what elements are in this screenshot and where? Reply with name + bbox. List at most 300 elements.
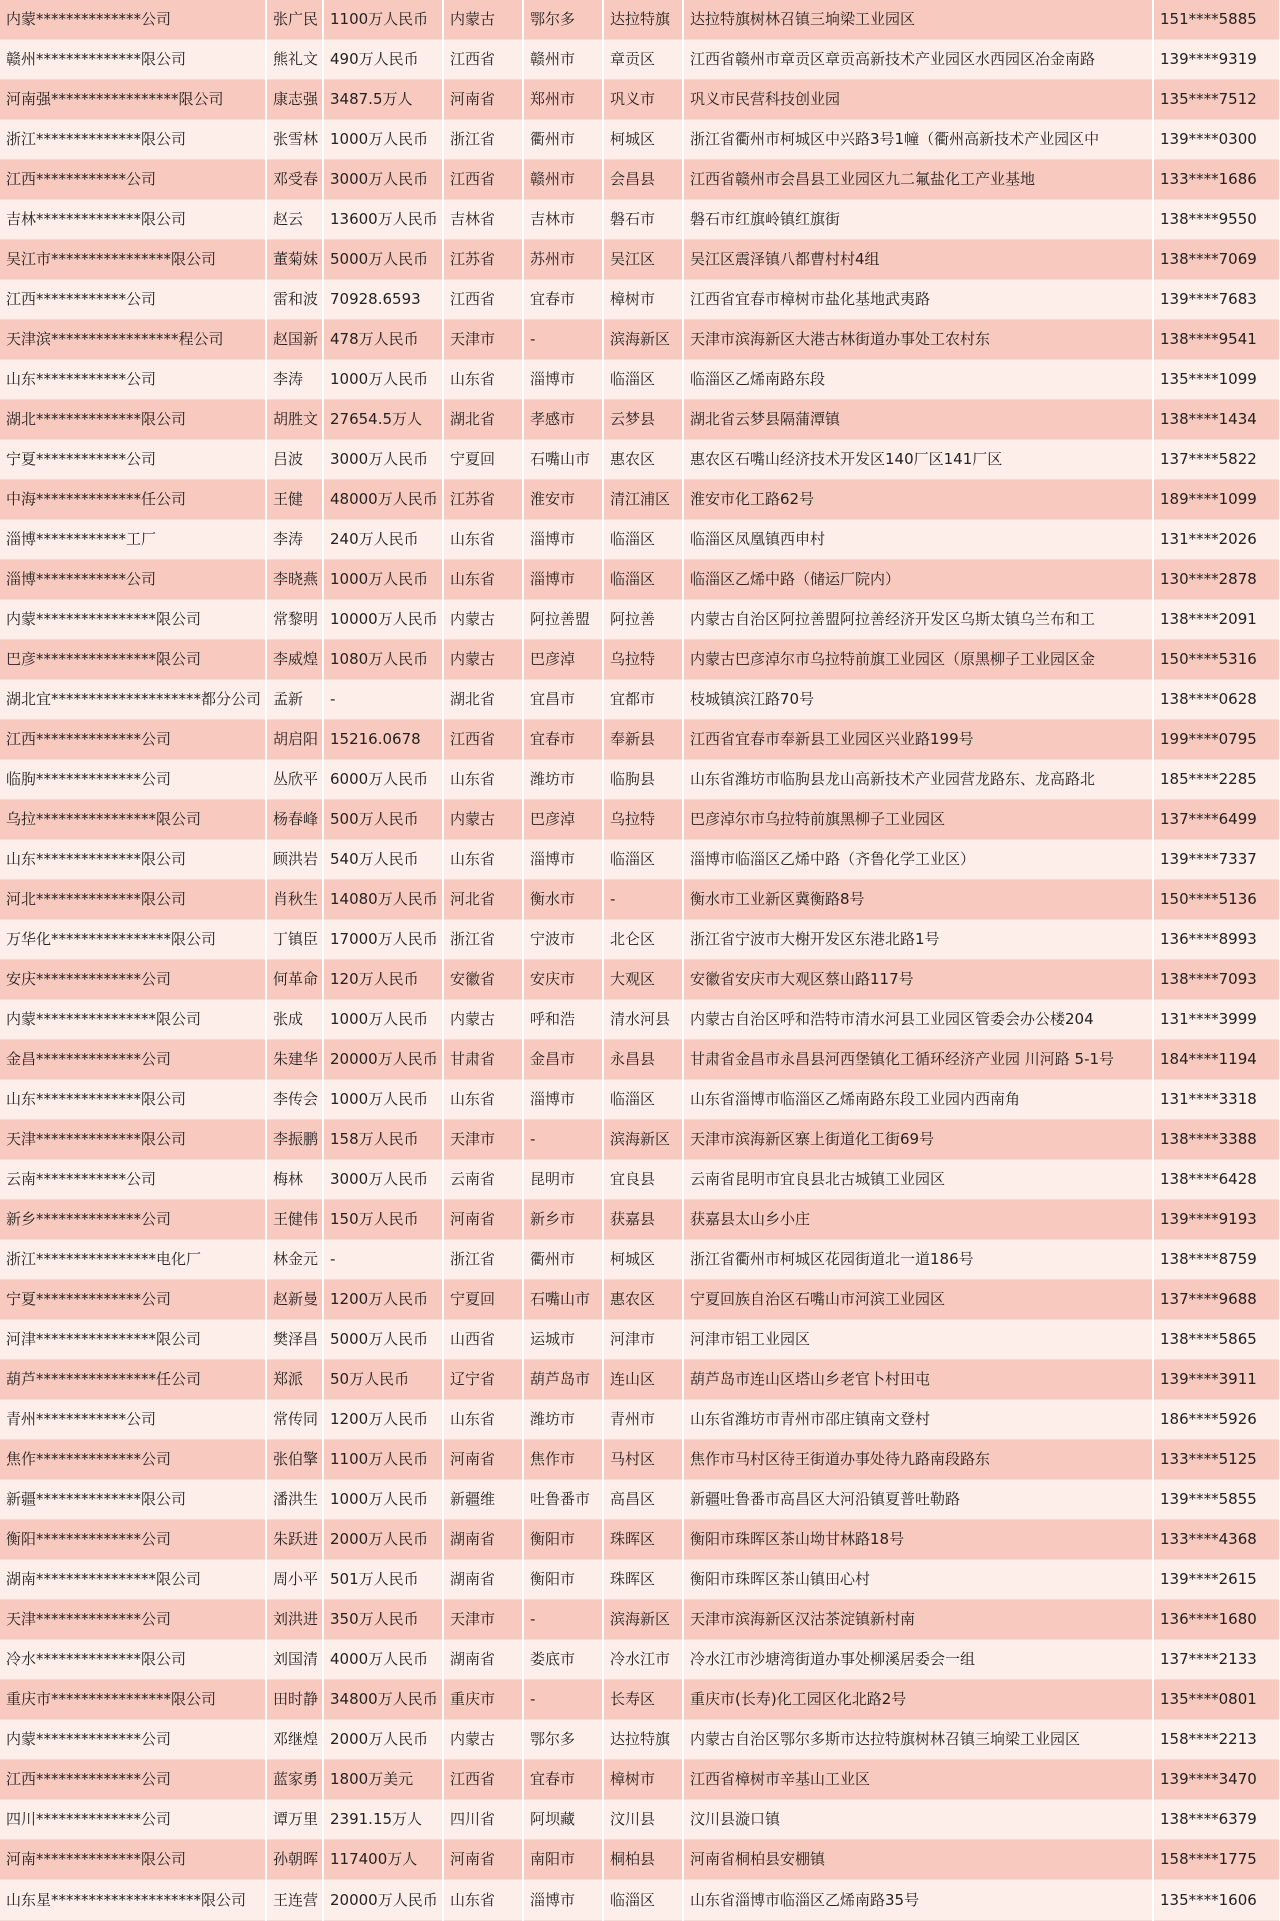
city-cell: 巴彦淖 xyxy=(523,800,603,840)
table-row xyxy=(0,680,1280,720)
province-cell: 辽宁省 xyxy=(443,1360,523,1400)
company-name-cell: 宁夏************公司 xyxy=(0,440,266,480)
registered-capital-cell: 350万人民币 xyxy=(323,1600,443,1640)
legal-rep-cell: 梅林 xyxy=(266,1160,323,1200)
district-cell: 乌拉特 xyxy=(603,800,683,840)
city-cell: 阿坝藏 xyxy=(523,1800,603,1840)
registered-capital-cell: 4000万人民币 xyxy=(323,1640,443,1680)
district-cell: 青州市 xyxy=(603,1400,683,1440)
legal-rep-cell: 雷和波 xyxy=(266,280,323,320)
table-row xyxy=(0,560,1280,600)
province-cell: 湖南省 xyxy=(443,1560,523,1600)
province-cell: 山东省 xyxy=(443,1400,523,1440)
table-row xyxy=(0,160,1280,200)
address-cell: 汶川县漩口镇 xyxy=(683,1800,1153,1840)
city-cell: 安庆市 xyxy=(523,960,603,1000)
company-name-cell: 河津****************限公司 xyxy=(0,1320,266,1360)
registered-capital-cell: 540万人民币 xyxy=(323,840,443,880)
address-cell: 巩义市民营科技创业园 xyxy=(683,80,1153,120)
registered-capital-cell: 27654.5万人 xyxy=(323,400,443,440)
registered-capital-cell: 1800万美元 xyxy=(323,1760,443,1800)
phone-cell: 138****8759 xyxy=(1153,1240,1280,1280)
registered-capital-cell: 1100万人民币 xyxy=(323,1440,443,1480)
city-cell: 呼和浩 xyxy=(523,1000,603,1040)
company-name-cell: 内蒙**************公司 xyxy=(0,1720,266,1760)
city-cell: 宜昌市 xyxy=(523,680,603,720)
legal-rep-cell: 胡启阳 xyxy=(266,720,323,760)
company-name-cell: 焦作**************公司 xyxy=(0,1440,266,1480)
address-cell: 江西省樟树市辛基山工业区 xyxy=(683,1760,1153,1800)
city-cell: 赣州市 xyxy=(523,160,603,200)
province-cell: 宁夏回 xyxy=(443,440,523,480)
province-cell: 湖北省 xyxy=(443,680,523,720)
table-row xyxy=(0,1400,1280,1440)
city-cell: 淄博市 xyxy=(523,520,603,560)
district-cell: 巩义市 xyxy=(603,80,683,120)
address-cell: 江西省宜春市樟树市盐化基地武夷路 xyxy=(683,280,1153,320)
legal-rep-cell: 赵新曼 xyxy=(266,1280,323,1320)
address-cell: 内蒙古自治区呼和浩特市清水河县工业园区管委会办公楼204 xyxy=(683,1000,1153,1040)
address-cell: 枝城镇滨江路70号 xyxy=(683,680,1153,720)
registered-capital-cell: 501万人民币 xyxy=(323,1560,443,1600)
legal-rep-cell: 张雪林 xyxy=(266,120,323,160)
company-name-cell: 乌拉****************限公司 xyxy=(0,800,266,840)
province-cell: 江苏省 xyxy=(443,240,523,280)
district-cell: 临淄区 xyxy=(603,840,683,880)
province-cell: 内蒙古 xyxy=(443,800,523,840)
legal-rep-cell: 樊泽昌 xyxy=(266,1320,323,1360)
address-cell: 山东省潍坊市临朐县龙山高新技术产业园营龙路东、龙高路北 xyxy=(683,760,1153,800)
registered-capital-cell: 240万人民币 xyxy=(323,520,443,560)
district-cell: 河津市 xyxy=(603,1320,683,1360)
legal-rep-cell: 郑派 xyxy=(266,1360,323,1400)
province-cell: 山东省 xyxy=(443,1880,523,1921)
city-cell: 石嘴山市 xyxy=(523,1280,603,1320)
phone-cell: 130****2878 xyxy=(1153,560,1280,600)
table-row xyxy=(0,280,1280,320)
address-cell: 湖北省云梦县隔蒲潭镇 xyxy=(683,400,1153,440)
city-cell: 运城市 xyxy=(523,1320,603,1360)
phone-cell: 150****5316 xyxy=(1153,640,1280,680)
company-name-cell: 金昌**************公司 xyxy=(0,1040,266,1080)
city-cell: 淄博市 xyxy=(523,1880,603,1921)
table-row xyxy=(0,760,1280,800)
district-cell: 连山区 xyxy=(603,1360,683,1400)
table-row xyxy=(0,1840,1280,1880)
address-cell: 山东省淄博市临淄区乙烯南路东段工业园内西南角 xyxy=(683,1080,1153,1120)
legal-rep-cell: 刘洪进 xyxy=(266,1600,323,1640)
table-row xyxy=(0,840,1280,880)
address-cell: 山东省潍坊市青州市邵庄镇南文登村 xyxy=(683,1400,1153,1440)
table-row xyxy=(0,1000,1280,1040)
registered-capital-cell: 5000万人民币 xyxy=(323,1320,443,1360)
district-cell: 会昌县 xyxy=(603,160,683,200)
company-name-cell: 湖北宜********************都分公司 xyxy=(0,680,266,720)
table-row xyxy=(0,0,1280,40)
table-row xyxy=(0,960,1280,1000)
table-row xyxy=(0,1600,1280,1640)
address-cell: 云南省昆明市宜良县北古城镇工业园区 xyxy=(683,1160,1153,1200)
phone-cell: 138****7093 xyxy=(1153,960,1280,1000)
city-cell: 潍坊市 xyxy=(523,1400,603,1440)
city-cell: 吉林市 xyxy=(523,200,603,240)
table-row xyxy=(0,1640,1280,1680)
province-cell: 天津市 xyxy=(443,1600,523,1640)
address-cell: 衡阳市珠晖区茶山坳甘林路18号 xyxy=(683,1520,1153,1560)
phone-cell: 133****1686 xyxy=(1153,160,1280,200)
city-cell: 衡阳市 xyxy=(523,1520,603,1560)
table-row xyxy=(0,880,1280,920)
address-cell: 江西省赣州市会昌县工业园区九二氟盐化工产业基地 xyxy=(683,160,1153,200)
district-cell: 临淄区 xyxy=(603,560,683,600)
district-cell: 磐石市 xyxy=(603,200,683,240)
legal-rep-cell: 顾洪岩 xyxy=(266,840,323,880)
province-cell: 内蒙古 xyxy=(443,0,523,40)
phone-cell: 135****0801 xyxy=(1153,1680,1280,1720)
legal-rep-cell: 赵云 xyxy=(266,200,323,240)
company-name-cell: 安庆**************公司 xyxy=(0,960,266,1000)
legal-rep-cell: 田时静 xyxy=(266,1680,323,1720)
city-cell: 淄博市 xyxy=(523,360,603,400)
company-name-cell: 江西************公司 xyxy=(0,280,266,320)
province-cell: 甘肃省 xyxy=(443,1040,523,1080)
address-cell: 天津市滨海新区大港古林街道办事处工农村东 xyxy=(683,320,1153,360)
address-cell: 达拉特旗树林召镇三垧梁工业园区 xyxy=(683,0,1153,40)
legal-rep-cell: 李传会 xyxy=(266,1080,323,1120)
registered-capital-cell: 6000万人民币 xyxy=(323,760,443,800)
company-name-cell: 衡阳**************公司 xyxy=(0,1520,266,1560)
phone-cell: 136****8993 xyxy=(1153,920,1280,960)
district-cell: 宜良县 xyxy=(603,1160,683,1200)
registered-capital-cell: 50万人民币 xyxy=(323,1360,443,1400)
registered-capital-cell: 1100万人民币 xyxy=(323,0,443,40)
phone-cell: 137****6499 xyxy=(1153,800,1280,840)
province-cell: 湖南省 xyxy=(443,1640,523,1680)
legal-rep-cell: 朱建华 xyxy=(266,1040,323,1080)
district-cell: 临淄区 xyxy=(603,1080,683,1120)
registered-capital-cell: 3000万人民币 xyxy=(323,160,443,200)
phone-cell: 138****1434 xyxy=(1153,400,1280,440)
city-cell: - xyxy=(523,1680,603,1720)
district-cell: 临淄区 xyxy=(603,520,683,560)
legal-rep-cell: 胡胜文 xyxy=(266,400,323,440)
registered-capital-cell: 10000万人民币 xyxy=(323,600,443,640)
city-cell: 孝感市 xyxy=(523,400,603,440)
province-cell: 湖南省 xyxy=(443,1520,523,1560)
table-row xyxy=(0,1120,1280,1160)
company-name-cell: 河南**************限公司 xyxy=(0,1840,266,1880)
district-cell: - xyxy=(603,880,683,920)
city-cell: 阿拉善盟 xyxy=(523,600,603,640)
province-cell: 山东省 xyxy=(443,840,523,880)
district-cell: 大观区 xyxy=(603,960,683,1000)
phone-cell: 137****9688 xyxy=(1153,1280,1280,1320)
district-cell: 桐柏县 xyxy=(603,1840,683,1880)
province-cell: 山东省 xyxy=(443,520,523,560)
province-cell: 河南省 xyxy=(443,1440,523,1480)
city-cell: 鄂尔多 xyxy=(523,1720,603,1760)
table-row xyxy=(0,400,1280,440)
province-cell: 河南省 xyxy=(443,1840,523,1880)
phone-cell: 138****9541 xyxy=(1153,320,1280,360)
legal-rep-cell: 邓受春 xyxy=(266,160,323,200)
company-name-cell: 江西**************公司 xyxy=(0,1760,266,1800)
legal-rep-cell: 李涛 xyxy=(266,360,323,400)
address-cell: 内蒙古自治区阿拉善盟阿拉善经济开发区乌斯太镇乌兰布和工 xyxy=(683,600,1153,640)
legal-rep-cell: 潘洪生 xyxy=(266,1480,323,1520)
table-row xyxy=(0,480,1280,520)
company-name-cell: 巴彦****************限公司 xyxy=(0,640,266,680)
address-cell: 新疆吐鲁番市高昌区大河沿镇夏普吐勒路 xyxy=(683,1480,1153,1520)
legal-rep-cell: 吕波 xyxy=(266,440,323,480)
company-name-cell: 宁夏**************公司 xyxy=(0,1280,266,1320)
table-row xyxy=(0,440,1280,480)
province-cell: 四川省 xyxy=(443,1800,523,1840)
city-cell: 衡阳市 xyxy=(523,1560,603,1600)
registered-capital-cell: 1000万人民币 xyxy=(323,1080,443,1120)
company-name-cell: 临朐**************公司 xyxy=(0,760,266,800)
district-cell: 吴江区 xyxy=(603,240,683,280)
district-cell: 惠农区 xyxy=(603,1280,683,1320)
registered-capital-cell: 13600万人民币 xyxy=(323,200,443,240)
legal-rep-cell: 张广民 xyxy=(266,0,323,40)
legal-rep-cell: 何革命 xyxy=(266,960,323,1000)
district-cell: 滨海新区 xyxy=(603,1600,683,1640)
district-cell: 云梦县 xyxy=(603,400,683,440)
phone-cell: 133****5125 xyxy=(1153,1440,1280,1480)
registered-capital-cell: 70928.6593 xyxy=(323,280,443,320)
registered-capital-cell: 1200万人民币 xyxy=(323,1400,443,1440)
legal-rep-cell: 丁镇臣 xyxy=(266,920,323,960)
city-cell: 新乡市 xyxy=(523,1200,603,1240)
city-cell: 淮安市 xyxy=(523,480,603,520)
phone-cell: 139****3470 xyxy=(1153,1760,1280,1800)
table-row xyxy=(0,600,1280,640)
registered-capital-cell: 20000万人民币 xyxy=(323,1880,443,1921)
district-cell: 临淄区 xyxy=(603,1880,683,1921)
legal-rep-cell: 丛欣平 xyxy=(266,760,323,800)
legal-rep-cell: 李威煌 xyxy=(266,640,323,680)
address-cell: 冷水江市沙塘湾街道办事处柳溪居委会一组 xyxy=(683,1640,1153,1680)
address-cell: 山东省淄博市临淄区乙烯南路35号 xyxy=(683,1880,1153,1921)
district-cell: 达拉特旗 xyxy=(603,0,683,40)
legal-rep-cell: 王健 xyxy=(266,480,323,520)
table-row xyxy=(0,1880,1280,1921)
province-cell: 河北省 xyxy=(443,880,523,920)
phone-cell: 158****1775 xyxy=(1153,1840,1280,1880)
province-cell: 江西省 xyxy=(443,280,523,320)
company-name-cell: 吴江市****************限公司 xyxy=(0,240,266,280)
district-cell: 汶川县 xyxy=(603,1800,683,1840)
legal-rep-cell: 赵国新 xyxy=(266,320,323,360)
address-cell: 衡阳市珠晖区茶山镇田心村 xyxy=(683,1560,1153,1600)
city-cell: 宁波市 xyxy=(523,920,603,960)
district-cell: 宜都市 xyxy=(603,680,683,720)
district-cell: 樟树市 xyxy=(603,1760,683,1800)
address-cell: 葫芦岛市连山区塔山乡老官卜村田屯 xyxy=(683,1360,1153,1400)
legal-rep-cell: 李晓燕 xyxy=(266,560,323,600)
registered-capital-cell: 1080万人民币 xyxy=(323,640,443,680)
phone-cell: 139****7337 xyxy=(1153,840,1280,880)
registered-capital-cell: - xyxy=(323,1240,443,1280)
phone-cell: 139****3911 xyxy=(1153,1360,1280,1400)
phone-cell: 158****2213 xyxy=(1153,1720,1280,1760)
address-cell: 吴江区震泽镇八都曹村村4组 xyxy=(683,240,1153,280)
city-cell: 衡水市 xyxy=(523,880,603,920)
city-cell: 吐鲁番市 xyxy=(523,1480,603,1520)
company-name-cell: 赣州**************限公司 xyxy=(0,40,266,80)
registered-capital-cell: 17000万人民币 xyxy=(323,920,443,960)
province-cell: 江西省 xyxy=(443,1760,523,1800)
registered-capital-cell: 15216.0678 xyxy=(323,720,443,760)
city-cell: 葫芦岛市 xyxy=(523,1360,603,1400)
address-cell: 浙江省衢州市柯城区中兴路3号1幢（衢州高新技术产业园区中 xyxy=(683,120,1153,160)
table-row xyxy=(0,1200,1280,1240)
phone-cell: 138****2091 xyxy=(1153,600,1280,640)
district-cell: 高昌区 xyxy=(603,1480,683,1520)
province-cell: 江苏省 xyxy=(443,480,523,520)
city-cell: - xyxy=(523,1120,603,1160)
province-cell: 山东省 xyxy=(443,760,523,800)
city-cell: 娄底市 xyxy=(523,1640,603,1680)
address-cell: 江西省宜春市奉新县工业园区兴业路199号 xyxy=(683,720,1153,760)
city-cell: 宜春市 xyxy=(523,720,603,760)
company-name-cell: 吉林**************限公司 xyxy=(0,200,266,240)
table-row xyxy=(0,1040,1280,1080)
city-cell: 石嘴山市 xyxy=(523,440,603,480)
legal-rep-cell: 朱跃进 xyxy=(266,1520,323,1560)
phone-cell: 186****5926 xyxy=(1153,1400,1280,1440)
address-cell: 淮安市化工路62号 xyxy=(683,480,1153,520)
phone-cell: 139****0300 xyxy=(1153,120,1280,160)
table-row xyxy=(0,1760,1280,1800)
legal-rep-cell: 林金元 xyxy=(266,1240,323,1280)
province-cell: 吉林省 xyxy=(443,200,523,240)
phone-cell: 138****5865 xyxy=(1153,1320,1280,1360)
legal-rep-cell: 谭万里 xyxy=(266,1800,323,1840)
table-row xyxy=(0,200,1280,240)
phone-cell: 137****5822 xyxy=(1153,440,1280,480)
province-cell: 安徽省 xyxy=(443,960,523,1000)
legal-rep-cell: 蓝家勇 xyxy=(266,1760,323,1800)
district-cell: 柯城区 xyxy=(603,120,683,160)
district-cell: 永昌县 xyxy=(603,1040,683,1080)
phone-cell: 199****0795 xyxy=(1153,720,1280,760)
registered-capital-cell: 3000万人民币 xyxy=(323,440,443,480)
table-row xyxy=(0,1080,1280,1120)
district-cell: 阿拉善 xyxy=(603,600,683,640)
district-cell: 长寿区 xyxy=(603,1680,683,1720)
phone-cell: 138****6379 xyxy=(1153,1800,1280,1840)
table-row xyxy=(0,1360,1280,1400)
legal-rep-cell: 王健伟 xyxy=(266,1200,323,1240)
district-cell: 珠晖区 xyxy=(603,1560,683,1600)
province-cell: 山东省 xyxy=(443,560,523,600)
city-cell: 淄博市 xyxy=(523,560,603,600)
city-cell: 焦作市 xyxy=(523,1440,603,1480)
company-name-cell: 天津**************公司 xyxy=(0,1600,266,1640)
company-name-cell: 内蒙**************公司 xyxy=(0,0,266,40)
phone-cell: 138****3388 xyxy=(1153,1120,1280,1160)
province-cell: 天津市 xyxy=(443,320,523,360)
company-name-cell: 天津滨*****************程公司 xyxy=(0,320,266,360)
phone-cell: 139****7683 xyxy=(1153,280,1280,320)
phone-cell: 133****4368 xyxy=(1153,1520,1280,1560)
district-cell: 章贡区 xyxy=(603,40,683,80)
address-cell: 焦作市马村区待王街道办事处待九路南段路东 xyxy=(683,1440,1153,1480)
registered-capital-cell: 1000万人民币 xyxy=(323,120,443,160)
registered-capital-cell: 48000万人民币 xyxy=(323,480,443,520)
company-name-cell: 河南强*****************限公司 xyxy=(0,80,266,120)
table-row xyxy=(0,80,1280,120)
table-row xyxy=(0,40,1280,80)
table-row xyxy=(0,1280,1280,1320)
address-cell: 获嘉县太山乡小庄 xyxy=(683,1200,1153,1240)
registered-capital-cell: 5000万人民币 xyxy=(323,240,443,280)
legal-rep-cell: 李涛 xyxy=(266,520,323,560)
city-cell: 赣州市 xyxy=(523,40,603,80)
company-name-cell: 淄博************工厂 xyxy=(0,520,266,560)
province-cell: 山东省 xyxy=(443,1080,523,1120)
district-cell: 临淄区 xyxy=(603,360,683,400)
city-cell: 昆明市 xyxy=(523,1160,603,1200)
province-cell: 天津市 xyxy=(443,1120,523,1160)
province-cell: 浙江省 xyxy=(443,920,523,960)
district-cell: 珠晖区 xyxy=(603,1520,683,1560)
address-cell: 浙江省衢州市柯城区花园街道北一道186号 xyxy=(683,1240,1153,1280)
province-cell: 江西省 xyxy=(443,40,523,80)
city-cell: - xyxy=(523,1600,603,1640)
table-row xyxy=(0,640,1280,680)
registered-capital-cell: 1000万人民币 xyxy=(323,560,443,600)
registered-capital-cell: 1000万人民币 xyxy=(323,1480,443,1520)
district-cell: 滨海新区 xyxy=(603,1120,683,1160)
company-name-cell: 江西**************公司 xyxy=(0,720,266,760)
company-name-cell: 河北**************限公司 xyxy=(0,880,266,920)
table-row xyxy=(0,1240,1280,1280)
company-name-cell: 重庆市****************限公司 xyxy=(0,1680,266,1720)
legal-rep-cell: 李振鹏 xyxy=(266,1120,323,1160)
district-cell: 马村区 xyxy=(603,1440,683,1480)
city-cell: 淄博市 xyxy=(523,840,603,880)
table-row xyxy=(0,1520,1280,1560)
city-cell: 衢州市 xyxy=(523,1240,603,1280)
registered-capital-cell: 20000万人民币 xyxy=(323,1040,443,1080)
phone-cell: 136****1680 xyxy=(1153,1600,1280,1640)
company-name-cell: 内蒙****************限公司 xyxy=(0,1000,266,1040)
address-cell: 淄博市临淄区乙烯中路（齐鲁化学工业区） xyxy=(683,840,1153,880)
legal-rep-cell: 张成 xyxy=(266,1000,323,1040)
district-cell: 乌拉特 xyxy=(603,640,683,680)
address-cell: 重庆市(长寿)化工园区化北路2号 xyxy=(683,1680,1153,1720)
address-cell: 安徽省安庆市大观区蔡山路117号 xyxy=(683,960,1153,1000)
address-cell: 惠农区石嘴山经济技术开发区140厂区141厂区 xyxy=(683,440,1153,480)
address-cell: 临淄区凤凰镇西申村 xyxy=(683,520,1153,560)
phone-cell: 131****3318 xyxy=(1153,1080,1280,1120)
province-cell: 内蒙古 xyxy=(443,1000,523,1040)
company-name-cell: 新乡**************公司 xyxy=(0,1200,266,1240)
company-name-cell: 青州************公司 xyxy=(0,1400,266,1440)
address-cell: 天津市滨海新区寨上街道化工街69号 xyxy=(683,1120,1153,1160)
city-cell: 南阳市 xyxy=(523,1840,603,1880)
company-name-cell: 冷水**************限公司 xyxy=(0,1640,266,1680)
district-cell: 清江浦区 xyxy=(603,480,683,520)
province-cell: 湖北省 xyxy=(443,400,523,440)
address-cell: 浙江省宁波市大榭开发区东港北路1号 xyxy=(683,920,1153,960)
company-name-cell: 淄博************公司 xyxy=(0,560,266,600)
phone-cell: 131****2026 xyxy=(1153,520,1280,560)
legal-rep-cell: 邓继煌 xyxy=(266,1720,323,1760)
